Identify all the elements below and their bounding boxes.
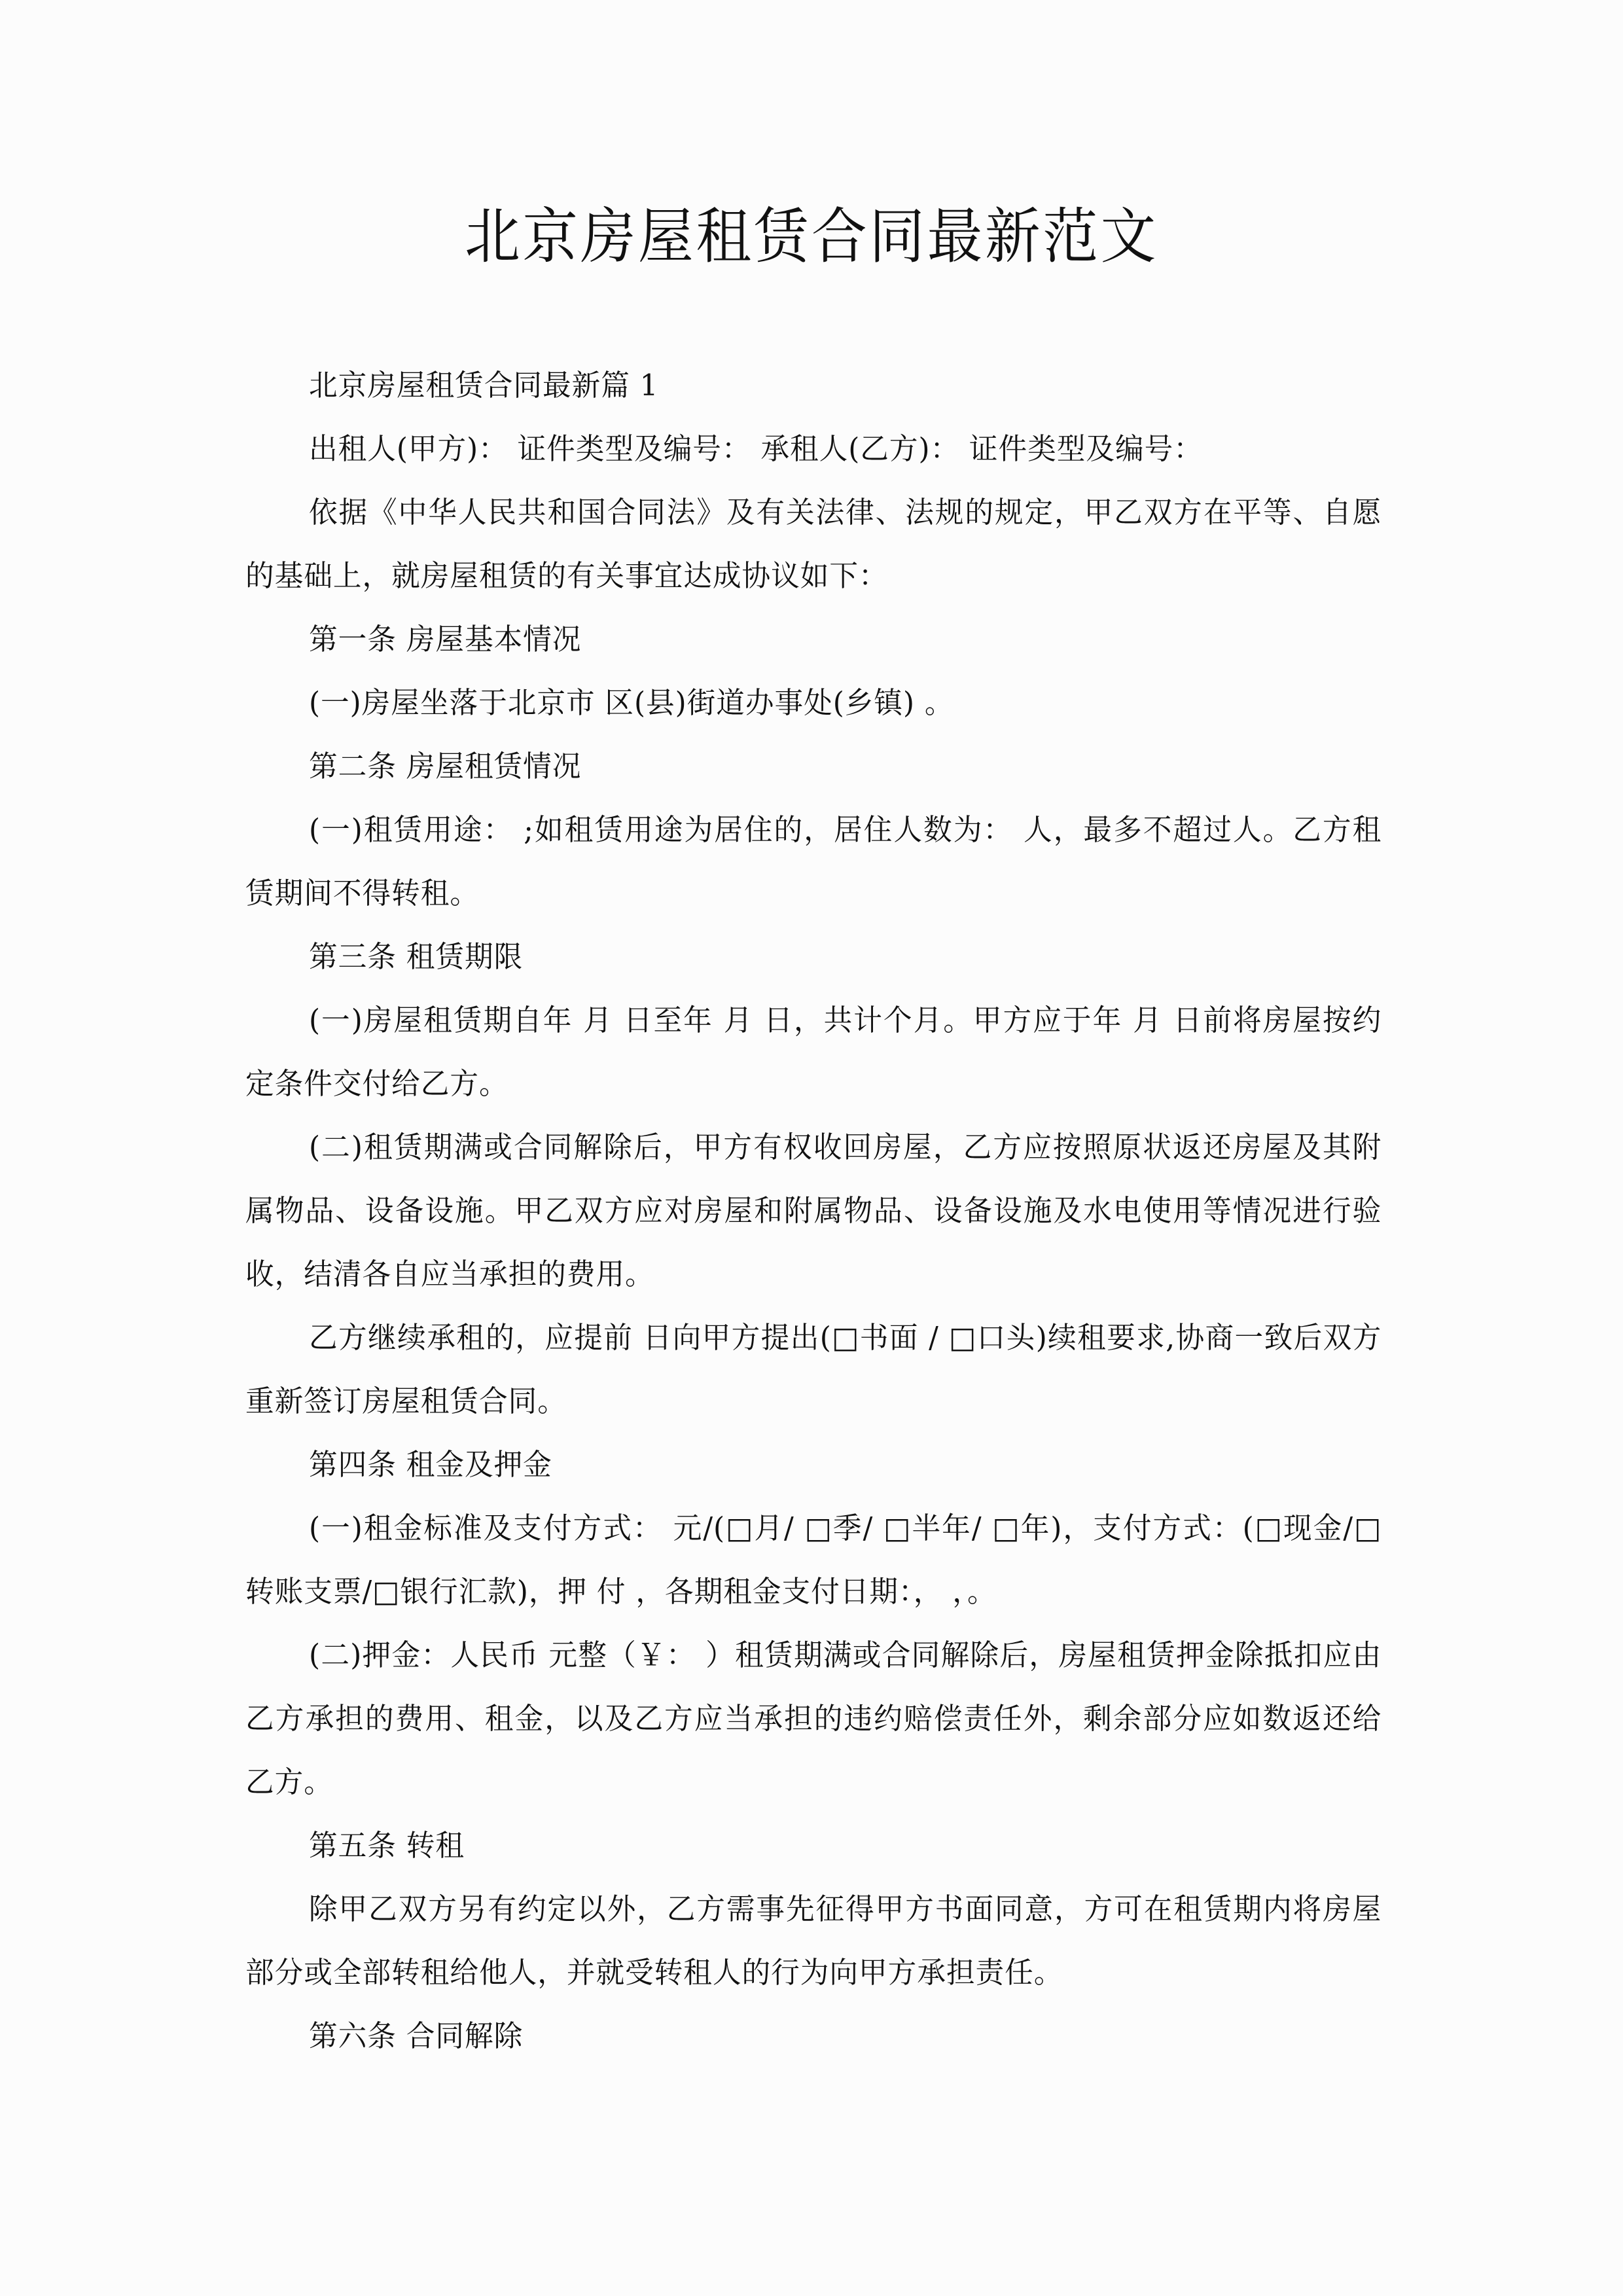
article-4-clause-2: (二)押金：人民币 元整（￥： ）租赁期满或合同解除后，房屋租赁押金除抵扣应由乙方承担的费用、租金，以及乙方应当承担的违约赔偿责任外，剩余部分应如数返还给乙方。 <box>245 1638 1382 1799</box>
article-4-heading: 第四条 租金及押金 <box>309 1447 552 1482</box>
article-4-clause-1: (一)租金标准及支付方式： 元/(□月/ □季/ □半年/ □年)，支付方式：(□现金/□转账支票/□银行汇款)，押 付 ，各期租金支付日期：， ，。 <box>245 1511 1382 1609</box>
article-2-clause-1: (一)租赁用途： ;如租赁用途为居住的，居住人数为： 人，最多不超过人。乙方租赁期间不得转租。 <box>245 812 1382 910</box>
section-subtitle: 北京房屋租赁合同最新篇 1 <box>309 368 659 403</box>
article-1-clause-1: (一)房屋坐落于北京市 区(县)街道办事处(乡镇) 。 <box>309 685 954 720</box>
preamble-paragraph: 依据《中华人民共和国合同法》及有关法律、法规的规定，甲乙双方在平等、自愿的基础上，就房屋租赁的有关事宜达成协议如下： <box>245 495 1382 593</box>
article-3-clause-2: (二)租赁期满或合同解除后，甲方有权收回房屋，乙方应按照原状返还房屋及其附属物品、设备设施。甲乙双方应对房屋和附属物品、设备设施及水电使用等情况进行验收，结清各自应当承担的费用。 <box>245 1130 1382 1291</box>
article-3-renewal-clause: 乙方继续承租的，应提前 日向甲方提出(□书面 / □口头)续租要求,协商一致后双方重新签订房屋租赁合同。 <box>245 1320 1382 1418</box>
parties-line: 出租人(甲方)： 证件类型及编号： 承租人(乙方)： 证件类型及编号： <box>309 431 1203 466</box>
article-2-heading: 第二条 房屋租赁情况 <box>309 749 582 783</box>
document-title: 北京房屋租赁合同最新范文 <box>465 202 1158 272</box>
article-6-heading: 第六条 合同解除 <box>309 2018 524 2053</box>
article-3-heading: 第三条 租赁期限 <box>309 939 524 974</box>
article-5-heading: 第五条 转租 <box>309 1828 465 1863</box>
article-5-clause: 除甲乙双方另有约定以外，乙方需事先征得甲方书面同意，方可在租赁期内将房屋部分或全部转租给他人，并就受转租人的行为向甲方承担责任。 <box>245 1892 1382 1990</box>
article-3-clause-1: (一)房屋租赁期自年 月 日至年 月 日，共计个月。甲方应于年 月 日前将房屋按约定条件交付给乙方。 <box>245 1003 1382 1101</box>
article-1-heading: 第一条 房屋基本情况 <box>309 622 582 656</box>
document-body <box>245 353 1417 2068</box>
